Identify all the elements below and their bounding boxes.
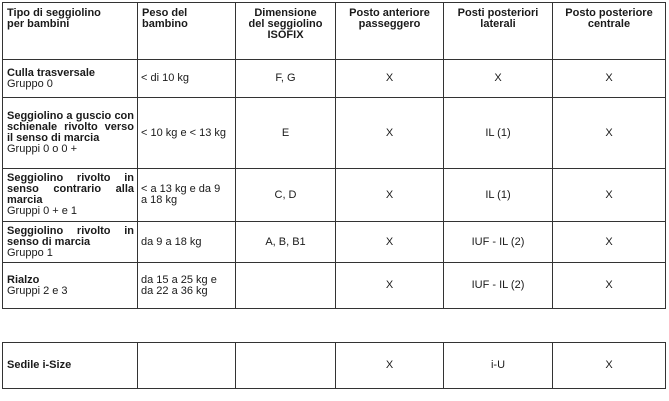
rear-center-cell: X [553,343,666,389]
front-passenger-cell: X [336,98,444,169]
header-rear-lateral-seats: Posti posteriori laterali [444,3,553,60]
rear-center-cell: X [553,263,666,309]
header-isofix-size: Dimensione del seggiolino ISOFIX [236,3,336,60]
front-passenger-cell: X [336,60,444,98]
seat-type-cell: Seggiolino rivolto in senso contrario alla marcia Gruppi 0 + e 1 [3,169,138,222]
table-row [3,222,666,263]
rear-center-cell: X [553,222,666,263]
seat-type-cell: Seggiolino rivolto in senso di marcia Gruppo 1 [3,222,138,263]
header-front-passenger-seat: Posto anteriore passeggero [336,3,444,60]
header-child-weight: Peso del bambino [138,3,236,60]
isofix-size-cell: C, D [236,169,336,222]
seat-type-cell: Culla trasversale Gruppo 0 [3,60,138,98]
front-passenger-cell: X [336,343,444,389]
rear-center-cell: X [553,169,666,222]
isofix-size-cell: A, B, B1 [236,222,336,263]
isofix-size-cell [236,263,336,309]
rear-lateral-cell: IUF - IL (2) [444,263,553,309]
rear-lateral-cell: i-U [444,343,553,389]
header-rear-center-seat: Posto posteriore centrale [553,3,666,60]
rear-lateral-cell: X [444,60,553,98]
front-passenger-cell: X [336,263,444,309]
isofix-size-cell: F, G [236,60,336,98]
table-row [3,263,666,309]
header-child-seat-type: Tipo di seggiolino per bambini [3,3,138,60]
seat-type-cell: Sedile i-Size [3,343,138,389]
front-passenger-cell: X [336,222,444,263]
rear-lateral-cell: IL (1) [444,169,553,222]
isofix-size-cell: E [236,98,336,169]
rear-lateral-cell: IL (1) [444,98,553,169]
isize-row [3,343,666,389]
table-row [3,98,666,169]
rear-center-cell: X [553,60,666,98]
weight-cell: da 15 a 25 kg e da 22 a 36 kg [138,263,236,309]
rear-center-cell: X [553,98,666,169]
weight-cell: < a 13 kg e da 9 a 18 kg [138,169,236,222]
table-row [3,60,666,98]
weight-cell: < di 10 kg [138,60,236,98]
rear-lateral-cell: IUF - IL (2) [444,222,553,263]
isofix-size-cell [236,343,336,389]
seat-type-cell: Seggiolino a guscio con schienale rivolto verso il senso di marcia Gruppi 0 o 0 + [3,98,138,169]
weight-cell [138,343,236,389]
header-row [3,3,666,60]
isize-table [2,342,666,389]
weight-cell: < 10 kg e < 13 kg [138,98,236,169]
weight-cell: da 9 a 18 kg [138,222,236,263]
table-row [3,169,666,222]
isofix-compatibility-table [2,2,666,309]
seat-type-cell: Rialzo Gruppi 2 e 3 [3,263,138,309]
front-passenger-cell: X [336,169,444,222]
